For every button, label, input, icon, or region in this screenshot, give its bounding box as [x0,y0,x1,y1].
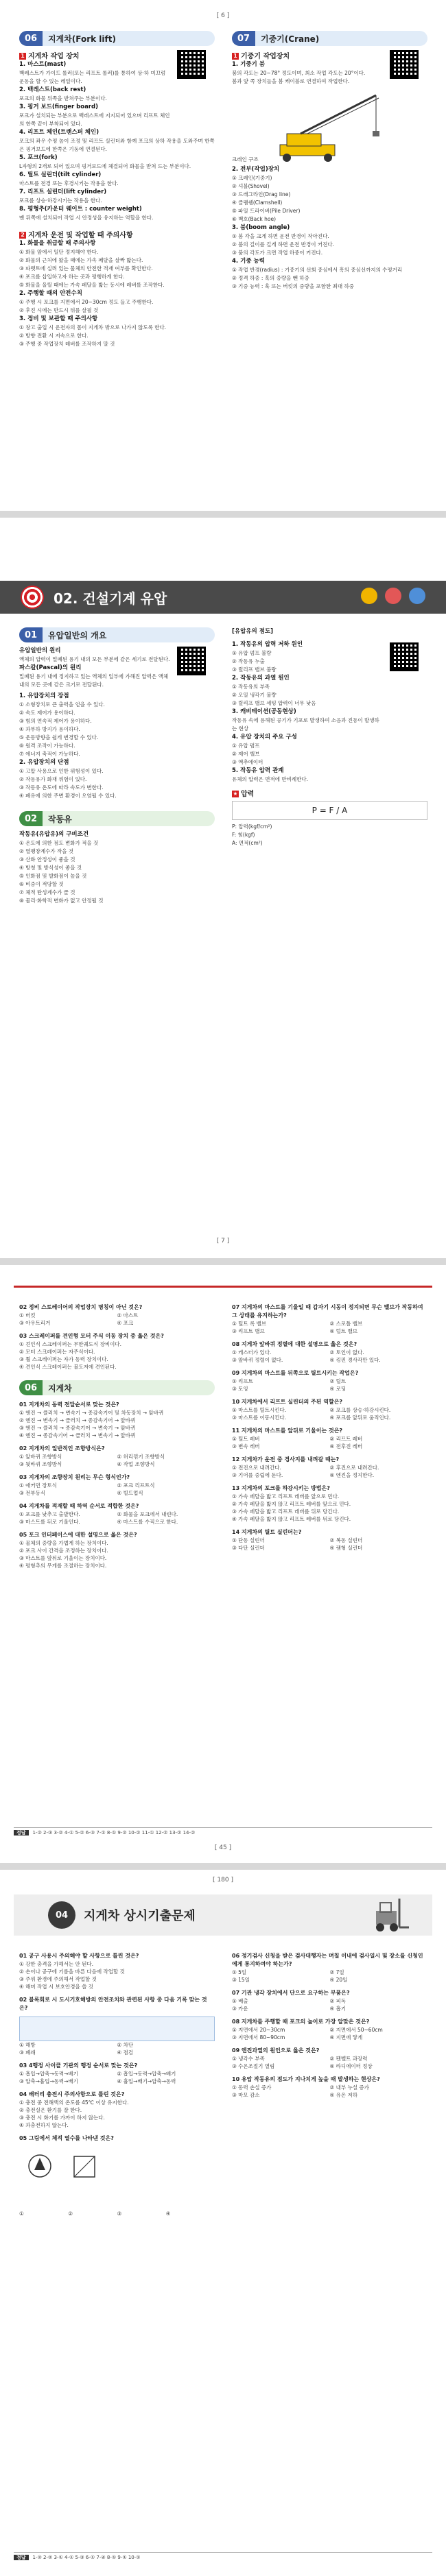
page-separator [0,511,446,518]
qr-code-icon[interactable] [390,50,419,79]
section-title: 기중기(Crane) [261,34,320,44]
chapter-banner [0,581,446,614]
formula-box: P = F / A [232,801,427,820]
question-block: 03 스크레이퍼를 견인형 모터 주식 이동 장치 중 옳은 것은? ① 견인식 스크레이퍼는 무한궤도식 장비이다. ② 모터 스크레이퍼는 자주식이다. ③ 휠 스크레이퍼는 자가 동력 장치이다. ④ 견인식 스크레이퍼는 불도저에 견인된다. [19,1333,164,1370]
marker-icon: 1 [232,53,239,60]
question-block: 01 지게차의 동력 전달순서로 맞는 것은? ① 엔진 → 클러치 → 변속기 → 종감속기어 및 차동장치 → 앞바퀴 ② 엔진 → 변속기 → 클러치 → 종감속기어 → 앞바퀴 ③ 엔진 → 클러치 → 종감속기어 → 변속기 → 앞바퀴 ④ 엔진 → 종감속기어 → 클러치 → 변속기 → 앞바퀴 [19,1401,164,1439]
question-block: 05 그림에서 체적 열수를 나타낸 것은? ① ② ③ ④ [19,2135,171,2217]
chapter-title: 02. 건설기계 유압 [54,590,167,607]
page-2 [0,518,446,1258]
pump-icon [385,588,401,604]
content-lines-2: 1. 화물을 취급할 때 주의사항 ① 화물 앞에서 일단 정지해야 한다. ② 화물의 근처에 왔을 때에는 가속 페달을 살짝 밟는다. ③ 파렛트에 실려 있는 물체의 안전한 적재 여부를 확인한다. ④ 포크를 삽입하고자 하는 곳과 평행하게 한다. ⑤ 화물을 올릴 때에는 가속 페달을 밟는 동시에 레버를 조작한다. 2. 주행할 때의 안전수칙 ① 주행 시 포크를 지면에서 20~30cm 정도 들고 주행한다. ② 후진 시에는 반드시 뒤를 살필 것 3. 정비 및 보관할 때 주의사항 ① 창고 출입 시 운전자의 몸이 지게차 밖으로 나가지 않도록 한다. ② 방향 전환 시 저속으로 한다. ③ 주행 중 작업장치 레버를 조작하지 말 것 [19,240,167,347]
right-column [232,627,427,847]
right-column [232,1298,427,1552]
page-number: [ 45 ] [214,1844,232,1851]
question-block: 04 배터리 충전시 주의사항으로 틀린 것은? ① 충전 중 전해액의 온도를 45℃ 이상 유지한다. ② 충전실은 환기를 잘 한다. ③ 충전 시 화기를 가까이 하지 않는다. ④ 과충전하지 않는다. [19,2091,129,2128]
valve-icon [409,588,425,604]
content-lines: 1. 마스트(mast) 백레스트가 가이드 롤러(또는 리프트 롤러)를 통하여 상·하 미끄럼 운동을 할 수 있는 레일이다. 2. 백레스트(back rest) 포크의 화물 뒤쪽을 받쳐주는 부분이다. 3. 핑거 보드(finger board) 포크가 설치되는 부분으로 백레스트에 지지되어 있으며 리프트 체인의 한쪽 끝이 부착되어 있다. [19,61,170,127]
content-lines: 유압일반의 원리 액체의 압력이 밀폐된 용기 내의 모든 부분에 같은 세기로 전달된다. 파스칼(Pascal)의 원리 밀폐된 용기 내에 정지하고 있는 액체의 일부에 가해진 압력은 액체 내의 모든 곳에 같은 크기로 전달된다. [19,647,170,688]
content-lines-2: 2. 전부(작업)장치 ① 크레인(기중기) ② 셔블(Shovel) ③ 드래그라인(Drag line) ④ 클램쉘(Clamshell) ⑤ 파일 드라이버(Pile Driver) ⑥ 백호(Back hoe) 3. 붐(boom angle) ① 붐 각을 크게 하면 운전 반경이 작아진다. ② 붐의 길이를 길게 하면 운전 반경이 커진다. ③ 붐의 각도가 크면 작업 하중이 커진다. 4. 기중 능력 ① 작업 반경(radius) : 기중기의 선회 중심에서 훅의 중심선까지의 수평거리 ② 정격 하중 : 훅의 중량을 뺀 하중 ③ 기중 능력 : 훅 또는 버킷의 중량을 포함한 최대 하중 [232,166,403,289]
crane-illustration [232,90,427,165]
left-column [19,627,215,905]
page-number: [ 7 ] [216,1238,230,1244]
question-block: 05 포크 인터페이스에 대한 설명으로 옳은 것은? ① 물체의 중량을 가볍게 하는 장치이다. ② 포크 사이 간격을 조정하는 장치이다. ③ 마스트를 앞뒤로 기울이는 장치이다. ④ 평형추의 무게를 조절하는 장치이다. [19,1532,137,1569]
question-block: 10 유압 작동유의 점도가 지나치게 높을 때 발생하는 현상은? ① 동력 손실 증가 ② 내부 누설 증가 ③ 마모 감소 ④ 유온 저하 [232,2076,380,2098]
right-column [232,1947,427,2099]
page-4 [0,1870,446,2576]
chapter-number: 04 [48,1901,75,1929]
page-number: [ 6 ] [216,12,230,19]
section-number: 01 [19,627,43,642]
section-title: 작동유 [48,814,72,824]
answer-footer [14,1827,432,1837]
section-number: 06 [19,1380,43,1395]
left-column [19,31,215,348]
question-block: 10 지게차에서 리프트 실린더의 주된 역할은? ① 마스트를 틸트시킨다. ② 포크를 상승·하강시킨다. ③ 마스트를 이동시킨다. ④ 포크를 앞뒤로 움직인다. [232,1399,391,1421]
answer-text: 1-② 2-② 3-① 4-① 5-③ 6-① 7-④ 8-① 9-① 10-① [32,2555,141,2560]
content-lines-2: 작동유(유압유)의 구비조건 ① 온도에 의한 점도 변화가 적을 것 ② 열팽창계수가 작을 것 ③ 산화 안정성이 좋을 것 ④ 방청 및 방식성이 좋을 것 ⑤ 인화점 및 발화점이 높을 것 ⑥ 비중이 적당할 것 ⑦ 체적 탄성계수가 클 것 ⑧ 물리·화학적 변화가 없고 안정될 것 [19,831,104,904]
question-block: 08 지게차를 주행할 때 포크의 높이로 가장 알맞은 것은? ① 지면에서 20~30cm ② 지면에서 50~60cm ③ 지면에서 80~90cm ④ 지면에 닿게 [232,2019,383,2041]
crane-caption: 크레인 구조 [232,156,259,162]
question-block: 02 블록회로 시 도시기호해방의 안전조치와 관련된 사항 중 다음 기록 맞는 것은? ① 해방 ② 차단 ③ 폐쇄 ④ 점검 [19,1996,215,2056]
qr-code-icon[interactable] [390,642,419,671]
section-number: 02 [19,811,43,826]
subsection-title: 1 지게차 작업 장치 [19,50,215,60]
section-header [19,811,215,826]
section-header [19,627,215,642]
question-block: 12 지게차가 운전 중 경사지를 내려갈 때는? ① 전진으로 내려간다. ② 후진으로 내려간다. ③ 기어를 중립에 둔다. ④ 엔진을 정지한다. [232,1456,379,1478]
question-block: 02 정비 스토레이어의 작업장치 명칭이 아닌 것은? ① 버킷 ② 마스트 ③ 아우트리거 ④ 포크 [19,1304,143,1326]
page-separator [0,1258,446,1265]
subsection-title: 2 지게차 운전 및 작업할 때 주의사항 [19,229,215,239]
content-lines: 1. 기중기 붐 붐의 각도는 20~78° 정도이며, 최소 작업 각도는 20°이다. 붐과 앞 쪽 장치들을 붐 케이블로 연결하여 작업한다. [232,61,366,84]
marker-icon: ★ [233,791,238,797]
qr-code-icon[interactable] [177,647,206,675]
question-block: 13 지게차의 포크를 하강시키는 방법은? ① 가속 페달을 밟고 리프트 레버를 앞으로 민다. ② 가속 페달을 밟지 않고 리프트 레버를 앞으로 민다. ③ 가속 페달을 밟고 리프트 레버를 뒤로 당긴다. ④ 가속 페달을 밟지 않고 리프트 레버를 뒤로 당긴다. [232,1485,351,1522]
chapter-header [14,1894,432,1936]
section-header [19,31,215,46]
target-icon [21,586,44,609]
right-column [232,31,427,291]
question-block: 04 지게차를 적재할 때 하역 순서로 적합한 것은? ① 포크를 낮추고 출발한다. ② 화물을 포크에서 내린다. ③ 마스트를 뒤로 기울인다. ④ 마스트를 수직으로 한다. [19,1503,178,1525]
left-column [19,1298,215,1569]
page-1 [0,0,446,511]
crane-icon [232,90,427,165]
formula-label: ★ 압력 [233,791,255,798]
answer-label: 정답 [14,1830,29,1835]
section-number: 06 [19,31,43,46]
question-block: 03 지게차의 조향장치 원리는 무슨 형식인가? ① 애커먼 장토식 ② 포크 리프트식 ③ 전부동식 ④ 빌드업식 [19,1474,155,1496]
question-block: 07 기관 냉각 장치에서 단으로 요구하는 부품은? ① 배출 ② 피독 ③ 카운 ④ 흡기 [232,1990,350,2012]
content-lines-cont: 1. 유압장치의 장점 ① 소형장치로 큰 출력을 얻을 수 있다. ② 속도 제어가 용이하다. ③ 힘의 연속적 제어가 용이하다. ④ 과부하 방지가 용이하다. ⑤ 운동방향을 쉽게 변경할 수 있다. ⑥ 원격 조작이 가능하다. ⑦ 에너지 축적이 가능하다. 2. 유압장치의 단점 ① 고압 사용으로 인한 위험성이 있다. ② 작동유가 화재 위험이 있다. ③ 작동유 온도에 따라 속도가 변한다. ④ 폐유에 의한 주변 환경이 오염될 수 있다. [19,693,117,799]
subsection-title: 1 기중기 작업장치 [232,50,427,60]
symbol-diagram-icon [19,2145,156,2207]
section-header [232,31,427,46]
right-top-line: [유압유의 점도] [232,628,273,635]
left-column [19,1947,215,2217]
answer-footer [14,2552,432,2562]
question-block: 11 지게차의 마스트를 앞뒤로 기울이는 것은? ① 틸트 레버 ② 리프트 레버 ③ 변속 레버 ④ 전후진 레버 [232,1428,363,1449]
marker-icon: 2 [19,232,26,239]
question-block: 08 지게차 앞바퀴 정렬에 대한 설명으로 옳은 것은? ① 캐스터가 있다. ② 토인이 없다. ③ 앞바퀴 정렬이 없다. ④ 킹핀 경사각만 있다. [232,1341,381,1363]
chapter-icons [357,588,425,607]
question-block: 07 지게차의 마스트를 기울일 때 갑자기 시동이 정지되면 무슨 밸브가 작동하여 그 상태를 유지하는가? ① 틸트 록 밸브 ② 스로틀 밸브 ③ 리프트 밸브 ④ 털트 밸브 [232,1304,423,1334]
gear-icon [361,588,377,604]
qr-code-icon[interactable] [177,50,206,79]
answer-label: 정답 [14,2555,29,2560]
section-title: 지게차(Fork lift) [48,34,116,44]
section-title: 유압일반의 개요 [48,630,107,640]
section-title: 지게차 [48,1383,72,1393]
question-block: 14 지게차의 틸트 실린더는? ① 단동 실린더 ② 복동 실린더 ③ 다단 실린더 ④ 램형 실린더 [232,1529,363,1551]
formula-units: P: 압력(kgf/cm²) F: 힘(kgf) A: 면적(cm²) [232,823,272,846]
question-block: 02 지게차의 일반적인 조향방식은? ① 앞바퀴 조향방식 ② 허리꺾기 조향방식 ③ 뒷바퀴 조향방식 ④ 작업 조향방식 [19,1445,165,1467]
answer-text: 1-② 2-③ 3-② 4-① 5-② 6-③ 7-① 8-① 9-② 10-② 11-① 12-② 13-② 14-② [32,1830,196,1835]
question-block: 09 지게차의 마스트를 뒤쪽으로 틸트시키는 작업은? ① 리프트 ② 틸트 ③ 토잉 ④ 로딩 [232,1370,359,1392]
top-rule [14,1286,432,1288]
question-block: 01 공구 사용시 주의해야 할 사항으로 틀린 것은? ① 강한 충격을 가해서는 안 된다. ② 손이나 공구에 기름을 바른 다음에 작업할 것 ③ 주위 환경에 주의해서 작업할 것 ④ 해머 작업 시 보호안경을 쓸 것 [19,1953,139,1990]
section-number: 07 [232,31,255,46]
forklift-icon [364,1896,412,1934]
content-lines: 1. 작동유의 압력 저하 원인 ① 유압 펌프 불량 ② 작동유 누출 ③ 릴리프 밸브 불량 2. 작동유의 과열 원인 ① 작동유의 부족 ② 오일 냉각기 불량 ③ 릴리프 밸브 세팅 압력이 너무 낮음 3. 캐비테이션(공동현상) 작동유 속에 용해된 공기가 기포로 발생하여 소음과 진동이 발생하는 현상 4. 유압 장치의 주요 구성 ① 유압 펌프 ② 제어 밸브 ③ 액추에이터 5. 작동유 압력 관계 유체의 압력은 면적에 반비례한다. [232,641,379,782]
question-block: 06 정기검사 신청을 받은 검사대행자는 며칠 이내에 검사일시 및 장소를 신청인에게 통지하여야 하는가? ① 5일 ② 7일 ③ 15일 ④ 20일 [232,1953,423,1983]
page-separator [0,1863,446,1870]
content-lines-cont: 4. 리프트 체인(트랜스퍼 체인) 포크의 좌우 수평 높이 조정 및 리프트 실린더와 함께 포크의 상하 작용을 도와주며 한쪽은 핑거보드에 한쪽은 기둥에 연결된다. 5. 포크(fork) L자형의 2개로 되어 있으며 핑거보드에 체결되어 화물을 받쳐 드는 부분이다. 6. 틸트 실린더(tilt cylinder) 마스트를 전경 또는 후경시키는 작용을 한다. 7. 리프트 실린더(lift cylinder) 포크를 상승·하강시키는 작용을 한다. 8. 평형추(카운터 웨이트 : counter weight) 맨 뒤쪽에 설치되어 작업 시 안정성을 유지하는 역할을 한다. [19,129,215,221]
page-3 [0,1265,446,1863]
question-block: 09 엔진과열의 원인으로 옳은 것은? ① 냉각수 부족 ② 팬벨트 과장력 ③ 수온조절기 열림 ④ 라디에이터 정상 [232,2047,373,2069]
question-box [19,2017,215,2041]
page-number: [ 180 ] [213,1877,233,1883]
marker-icon: 1 [19,53,26,60]
question-block: 03 4행정 사이클 기관의 행정 순서로 맞는 것은? ① 흡입→압축→동력→배기 ② 흡입→동력→압축→배기 ③ 압축→흡입→동력→배기 ④ 흡입→배기→압축→동력 [19,2062,176,2084]
chapter-title: 지게차 상시기출문제 [84,1909,196,1923]
section-header [19,1380,215,1395]
